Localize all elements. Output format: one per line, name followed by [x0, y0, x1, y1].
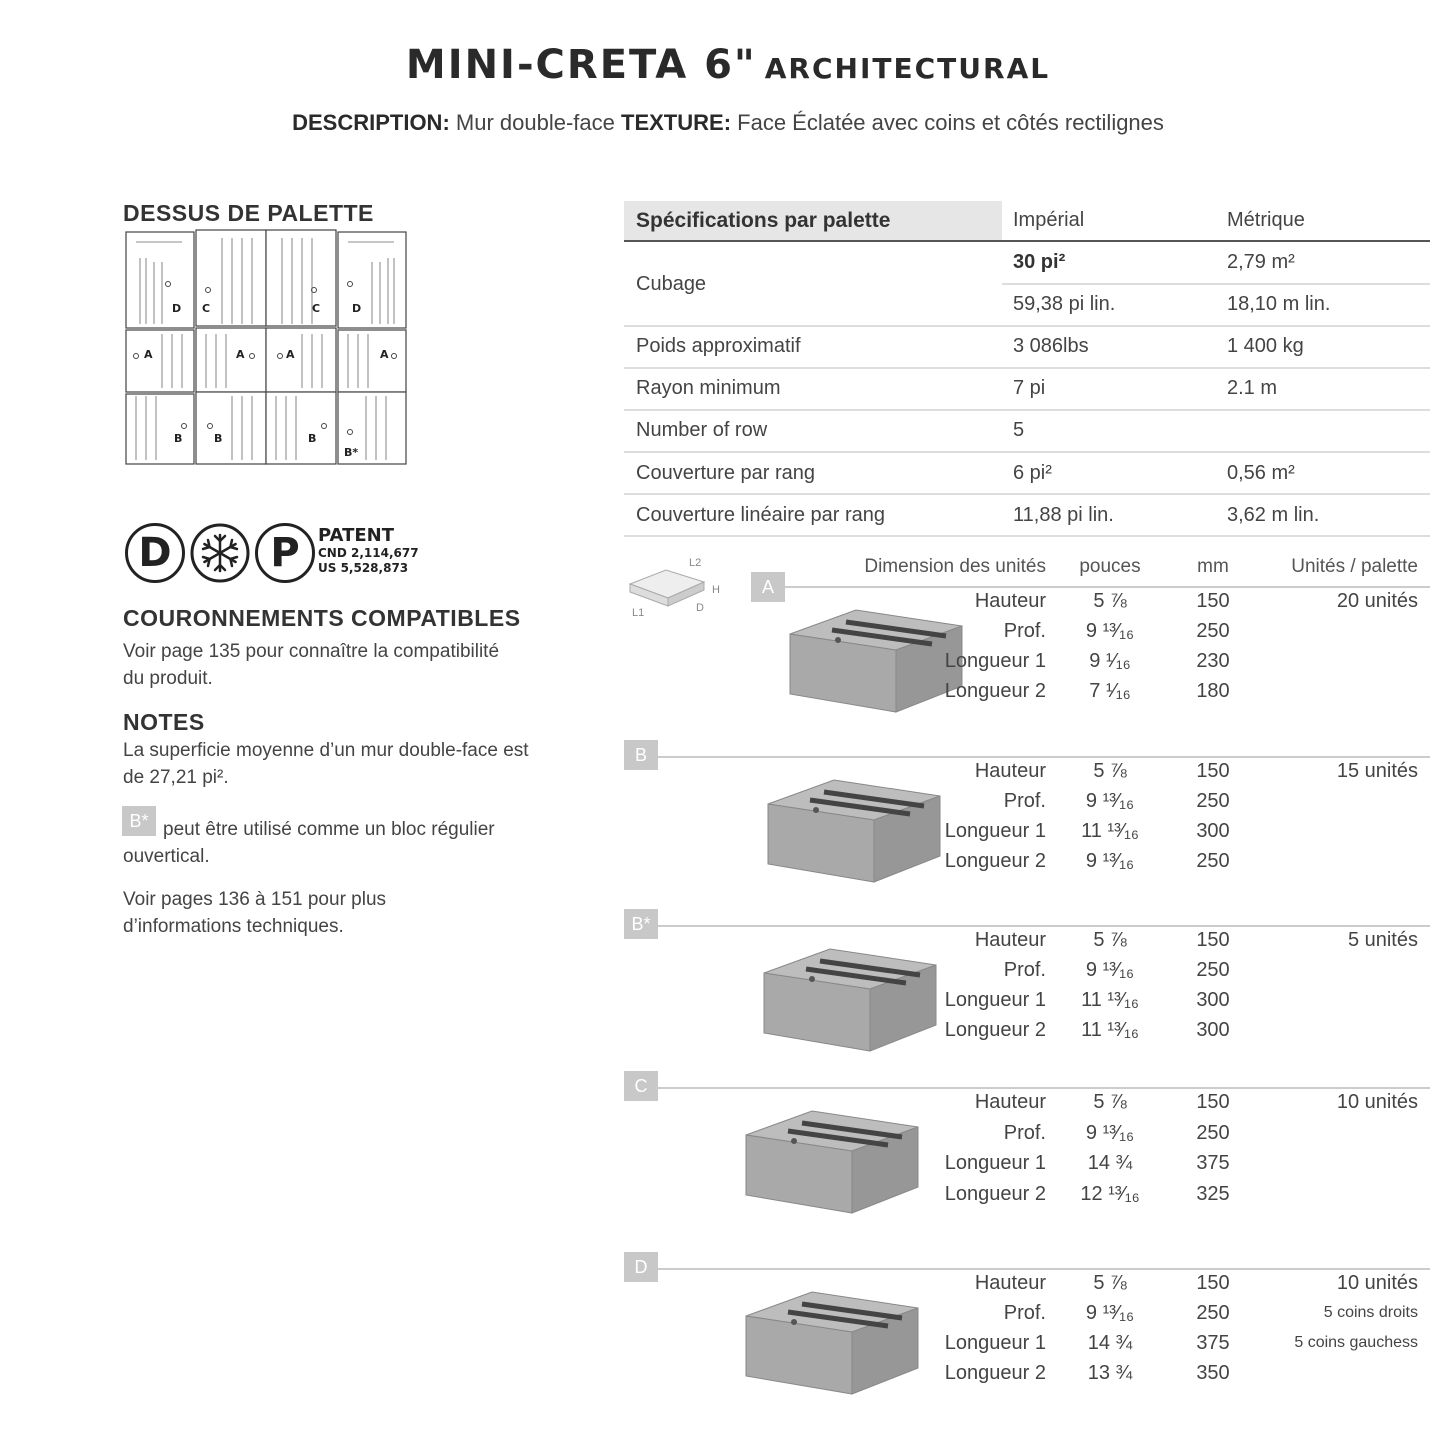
dimension-mm: 250 [1196, 850, 1230, 872]
spec-imperial: 30 pi² [1013, 251, 1066, 273]
title-main: MINI-CRETA 6" [405, 42, 757, 88]
spec-imperial: 6 pi² [1013, 462, 1052, 484]
dimension-mm: 300 [1196, 820, 1230, 842]
dimension-label: Prof. [1003, 1302, 1046, 1324]
dimension-mm: 150 [1196, 760, 1230, 782]
spec-imperial: 5 [1013, 419, 1025, 441]
unit-badge: D [624, 1252, 658, 1282]
dimension-mm: 325 [1196, 1182, 1230, 1205]
patent-cnd-number: 2,114,677 [351, 546, 419, 560]
pallet-letter: B* [344, 446, 359, 459]
dimension-mm: 150 [1196, 1272, 1230, 1294]
pallet-letter: D [352, 302, 362, 315]
units-per-pallet: 20 unités [1336, 590, 1418, 612]
spec-label: Number of row [636, 419, 768, 441]
spec-metric: 18,10 m lin. [1227, 293, 1331, 315]
unit-badge: A [751, 572, 785, 602]
page-title [0, 42, 1456, 88]
spec-header-metric: Métrique [1227, 209, 1305, 231]
unit-divider [658, 925, 1430, 927]
dimension-label: Hauteur [974, 760, 1046, 782]
notes-text-line: La superficie moyenne d’un mur double-face est [123, 740, 529, 761]
dimension-label: Prof. [1003, 620, 1046, 642]
spec-imperial: 7 pi [1013, 377, 1046, 399]
units-per-pallet: 10 unités [1336, 1272, 1418, 1294]
pallet-letter: A [286, 348, 295, 361]
texture-value: Face Éclatée avec coins et côtés rectilignes [737, 110, 1164, 135]
spec-header-label: Spécifications par palette [636, 209, 891, 232]
dimension-inches: 5 ⅞ [1093, 929, 1127, 951]
spec-header-rule [624, 240, 1430, 242]
pallet-letter: C [312, 302, 321, 315]
dimension-inches: 9 ¹³⁄₁₆ [1085, 620, 1135, 642]
dimension-label: Longueur 1 [944, 1332, 1046, 1354]
dimension-mm: 250 [1196, 1121, 1230, 1144]
dimension-mm: 250 [1196, 620, 1230, 642]
description-label: DESCRIPTION: [292, 110, 450, 135]
dimension-inches: 5 ⅞ [1093, 590, 1127, 612]
dimension-label: Longueur 1 [944, 1152, 1046, 1174]
dimension-inches: 13 ¾ [1087, 1362, 1133, 1384]
more-info-text [123, 886, 386, 940]
durable-icon: D [125, 523, 185, 583]
more-info-line: d’informations techniques. [123, 916, 344, 937]
concrete-block-image [742, 1105, 922, 1217]
spec-label: Couverture linéaire par rang [636, 504, 886, 526]
pallet-letter: A [144, 348, 153, 361]
dimension-inches: 12 ¹³⁄₁₆ [1080, 1182, 1140, 1205]
notes-text [123, 737, 529, 791]
dimension-label: Longueur 1 [944, 989, 1046, 1011]
dimension-label: Longueur 2 [944, 1362, 1046, 1384]
more-info-line: Voir pages 136 à 151 pour plus [123, 889, 387, 910]
dimension-label: Longueur 2 [944, 850, 1046, 872]
units-header-inches: pouces [1079, 556, 1141, 577]
dimension-mm: 230 [1196, 650, 1230, 672]
dimension-mm: 250 [1196, 790, 1230, 812]
pallet-letters [122, 228, 410, 468]
spec-metric: 0,56 m² [1227, 462, 1295, 484]
pallet-letter: B [308, 432, 317, 445]
bstar-text-line: peut être utilisé comme un bloc régulier [163, 819, 495, 840]
spec-divider [624, 451, 1430, 453]
pallet-letter: A [380, 348, 389, 361]
patent-cnd-label: CND [318, 546, 347, 560]
unit-badge: B* [624, 909, 658, 939]
dimension-mm: 375 [1196, 1332, 1230, 1354]
notes-text-line: de 27,21 pi². [123, 767, 229, 788]
pallet-letter: C [202, 302, 211, 315]
concrete-block-image [764, 774, 944, 886]
dimension-inches: 5 ⅞ [1093, 760, 1127, 782]
units-header-dimension: Dimension des unités [864, 556, 1046, 577]
pallet-letter: B [214, 432, 223, 445]
pallet-heading: DESSUS DE PALETTE [123, 200, 374, 226]
unit-divider [785, 586, 1430, 588]
concrete-block-image [742, 1286, 922, 1398]
dimension-mm: 150 [1196, 1091, 1230, 1113]
snowflake-icon [190, 523, 250, 583]
patent-us-label: US [318, 561, 337, 575]
spec-imperial: 11,88 pi lin. [1013, 504, 1114, 526]
subtitle [0, 110, 1456, 136]
diagram-label-h: H [712, 584, 720, 596]
patent-title: PATENT [318, 525, 394, 546]
spec-metric: 3,62 m lin. [1227, 504, 1320, 526]
spec-label: Cubage [636, 273, 707, 295]
spec-metric: 1 400 kg [1227, 335, 1304, 357]
concrete-block-image [760, 943, 940, 1055]
dimension-label: Longueur 2 [944, 1182, 1046, 1205]
texture-label: TEXTURE: [621, 110, 732, 135]
patent-icon: P [255, 523, 315, 583]
dimension-label: Longueur 2 [944, 1019, 1046, 1041]
pallet-letter: D [172, 302, 182, 315]
unit-divider [658, 756, 1430, 758]
spec-header-imperial: Impérial [1013, 209, 1085, 231]
spec-imperial: 3 086lbs [1013, 335, 1089, 357]
dimension-inches: 9 ¹³⁄₁₆ [1085, 1121, 1135, 1144]
pallet-letter: B [174, 432, 183, 445]
dimension-label: Hauteur [974, 1272, 1046, 1294]
spec-metric: 2,79 m² [1227, 251, 1295, 273]
dimension-inches: 14 ¾ [1087, 1152, 1133, 1174]
pallet-letter: A [236, 348, 245, 361]
spec-label: Couverture par rang [636, 462, 815, 484]
diagram-label-l2: L2 [689, 557, 702, 569]
diagram-label-d: D [696, 602, 704, 614]
compat-heading: COURONNEMENTS COMPATIBLES [123, 605, 521, 631]
dimension-mm: 350 [1196, 1362, 1230, 1384]
title-sub: ARCHITECTURAL [764, 52, 1051, 85]
bstar-text-line: ouvertical. [123, 846, 210, 867]
unit-divider [658, 1268, 1430, 1270]
dimension-label: Longueur 1 [944, 820, 1046, 842]
dimension-mm: 300 [1196, 1019, 1230, 1041]
dimension-inches: 5 ⅞ [1093, 1091, 1127, 1113]
spec-divider [624, 535, 1430, 537]
dimension-inches: 5 ⅞ [1093, 1272, 1127, 1294]
dimension-mm: 250 [1196, 1302, 1230, 1324]
units-per-pallet: 5 unités [1347, 929, 1418, 951]
compat-text-line: Voir page 135 pour connaître la compatibilité [123, 641, 500, 662]
dimension-mm: 250 [1196, 959, 1230, 981]
dimension-mm: 300 [1196, 989, 1230, 1011]
dimension-inches: 9 ¹³⁄₁₆ [1085, 1302, 1135, 1324]
unit-badge: B [624, 740, 658, 770]
units-per-pallet: 15 unités [1336, 760, 1418, 782]
dimension-mm: 150 [1196, 590, 1230, 612]
dimension-inches: 7 ¹⁄₁₆ [1089, 680, 1131, 702]
dimension-label: Hauteur [974, 929, 1046, 951]
units-header-per-pallet: Unités / palette [1291, 556, 1418, 577]
dimension-inches: 9 ¹³⁄₁₆ [1085, 959, 1135, 981]
dimension-label: Longueur 2 [944, 680, 1046, 702]
dimension-label: Hauteur [974, 590, 1046, 612]
dimension-inches: 14 ¾ [1087, 1332, 1133, 1354]
diagram-label-l1: L1 [632, 607, 645, 619]
dimension-mm: 375 [1196, 1152, 1230, 1174]
patent-block [318, 526, 419, 576]
compat-text [123, 638, 499, 692]
spec-divider [624, 493, 1430, 495]
patent-us-number: 5,528,873 [340, 561, 409, 575]
dimension-inches: 9 ¹⁄₁₆ [1089, 650, 1131, 672]
units-per-pallet: 10 unités [1336, 1091, 1418, 1113]
compat-text-line: du produit. [123, 668, 213, 689]
spec-metric: 2.1 m [1227, 377, 1278, 399]
dimension-label: Prof. [1003, 959, 1046, 981]
dimension-mm: 150 [1196, 929, 1230, 951]
unit-divider [658, 1087, 1430, 1089]
spec-divider [624, 409, 1430, 411]
description-value: Mur double-face [455, 110, 615, 135]
unit-badge: C [624, 1071, 658, 1101]
bstar-badge: B* [122, 806, 156, 836]
units-header-mm: mm [1197, 556, 1229, 577]
spec-divider [1002, 283, 1430, 285]
dimension-label: Hauteur [974, 1091, 1046, 1113]
dimension-inches: 9 ¹³⁄₁₆ [1085, 790, 1135, 812]
dimension-label: Prof. [1003, 790, 1046, 812]
spec-divider [624, 367, 1430, 369]
spec-imperial: 59,38 pi lin. [1013, 293, 1116, 315]
dimension-inches: 9 ¹³⁄₁₆ [1085, 850, 1135, 872]
dimension-inches: 11 ¹³⁄₁₆ [1081, 989, 1139, 1011]
units-note: 5 coins gauchess [1294, 1334, 1418, 1351]
dimension-label: Longueur 1 [944, 650, 1046, 672]
dimension-mm: 180 [1196, 680, 1230, 702]
bstar-text [123, 816, 495, 870]
notes-heading: NOTES [123, 709, 205, 735]
dimension-label: Prof. [1003, 1121, 1046, 1144]
spec-divider [624, 325, 1430, 327]
units-note: 5 coins droits [1323, 1304, 1418, 1321]
dimension-inches: 11 ¹³⁄₁₆ [1081, 820, 1139, 842]
dimension-inches: 11 ¹³⁄₁₆ [1081, 1019, 1139, 1041]
spec-label: Poids approximatif [636, 335, 801, 357]
spec-label: Rayon minimum [636, 377, 781, 399]
